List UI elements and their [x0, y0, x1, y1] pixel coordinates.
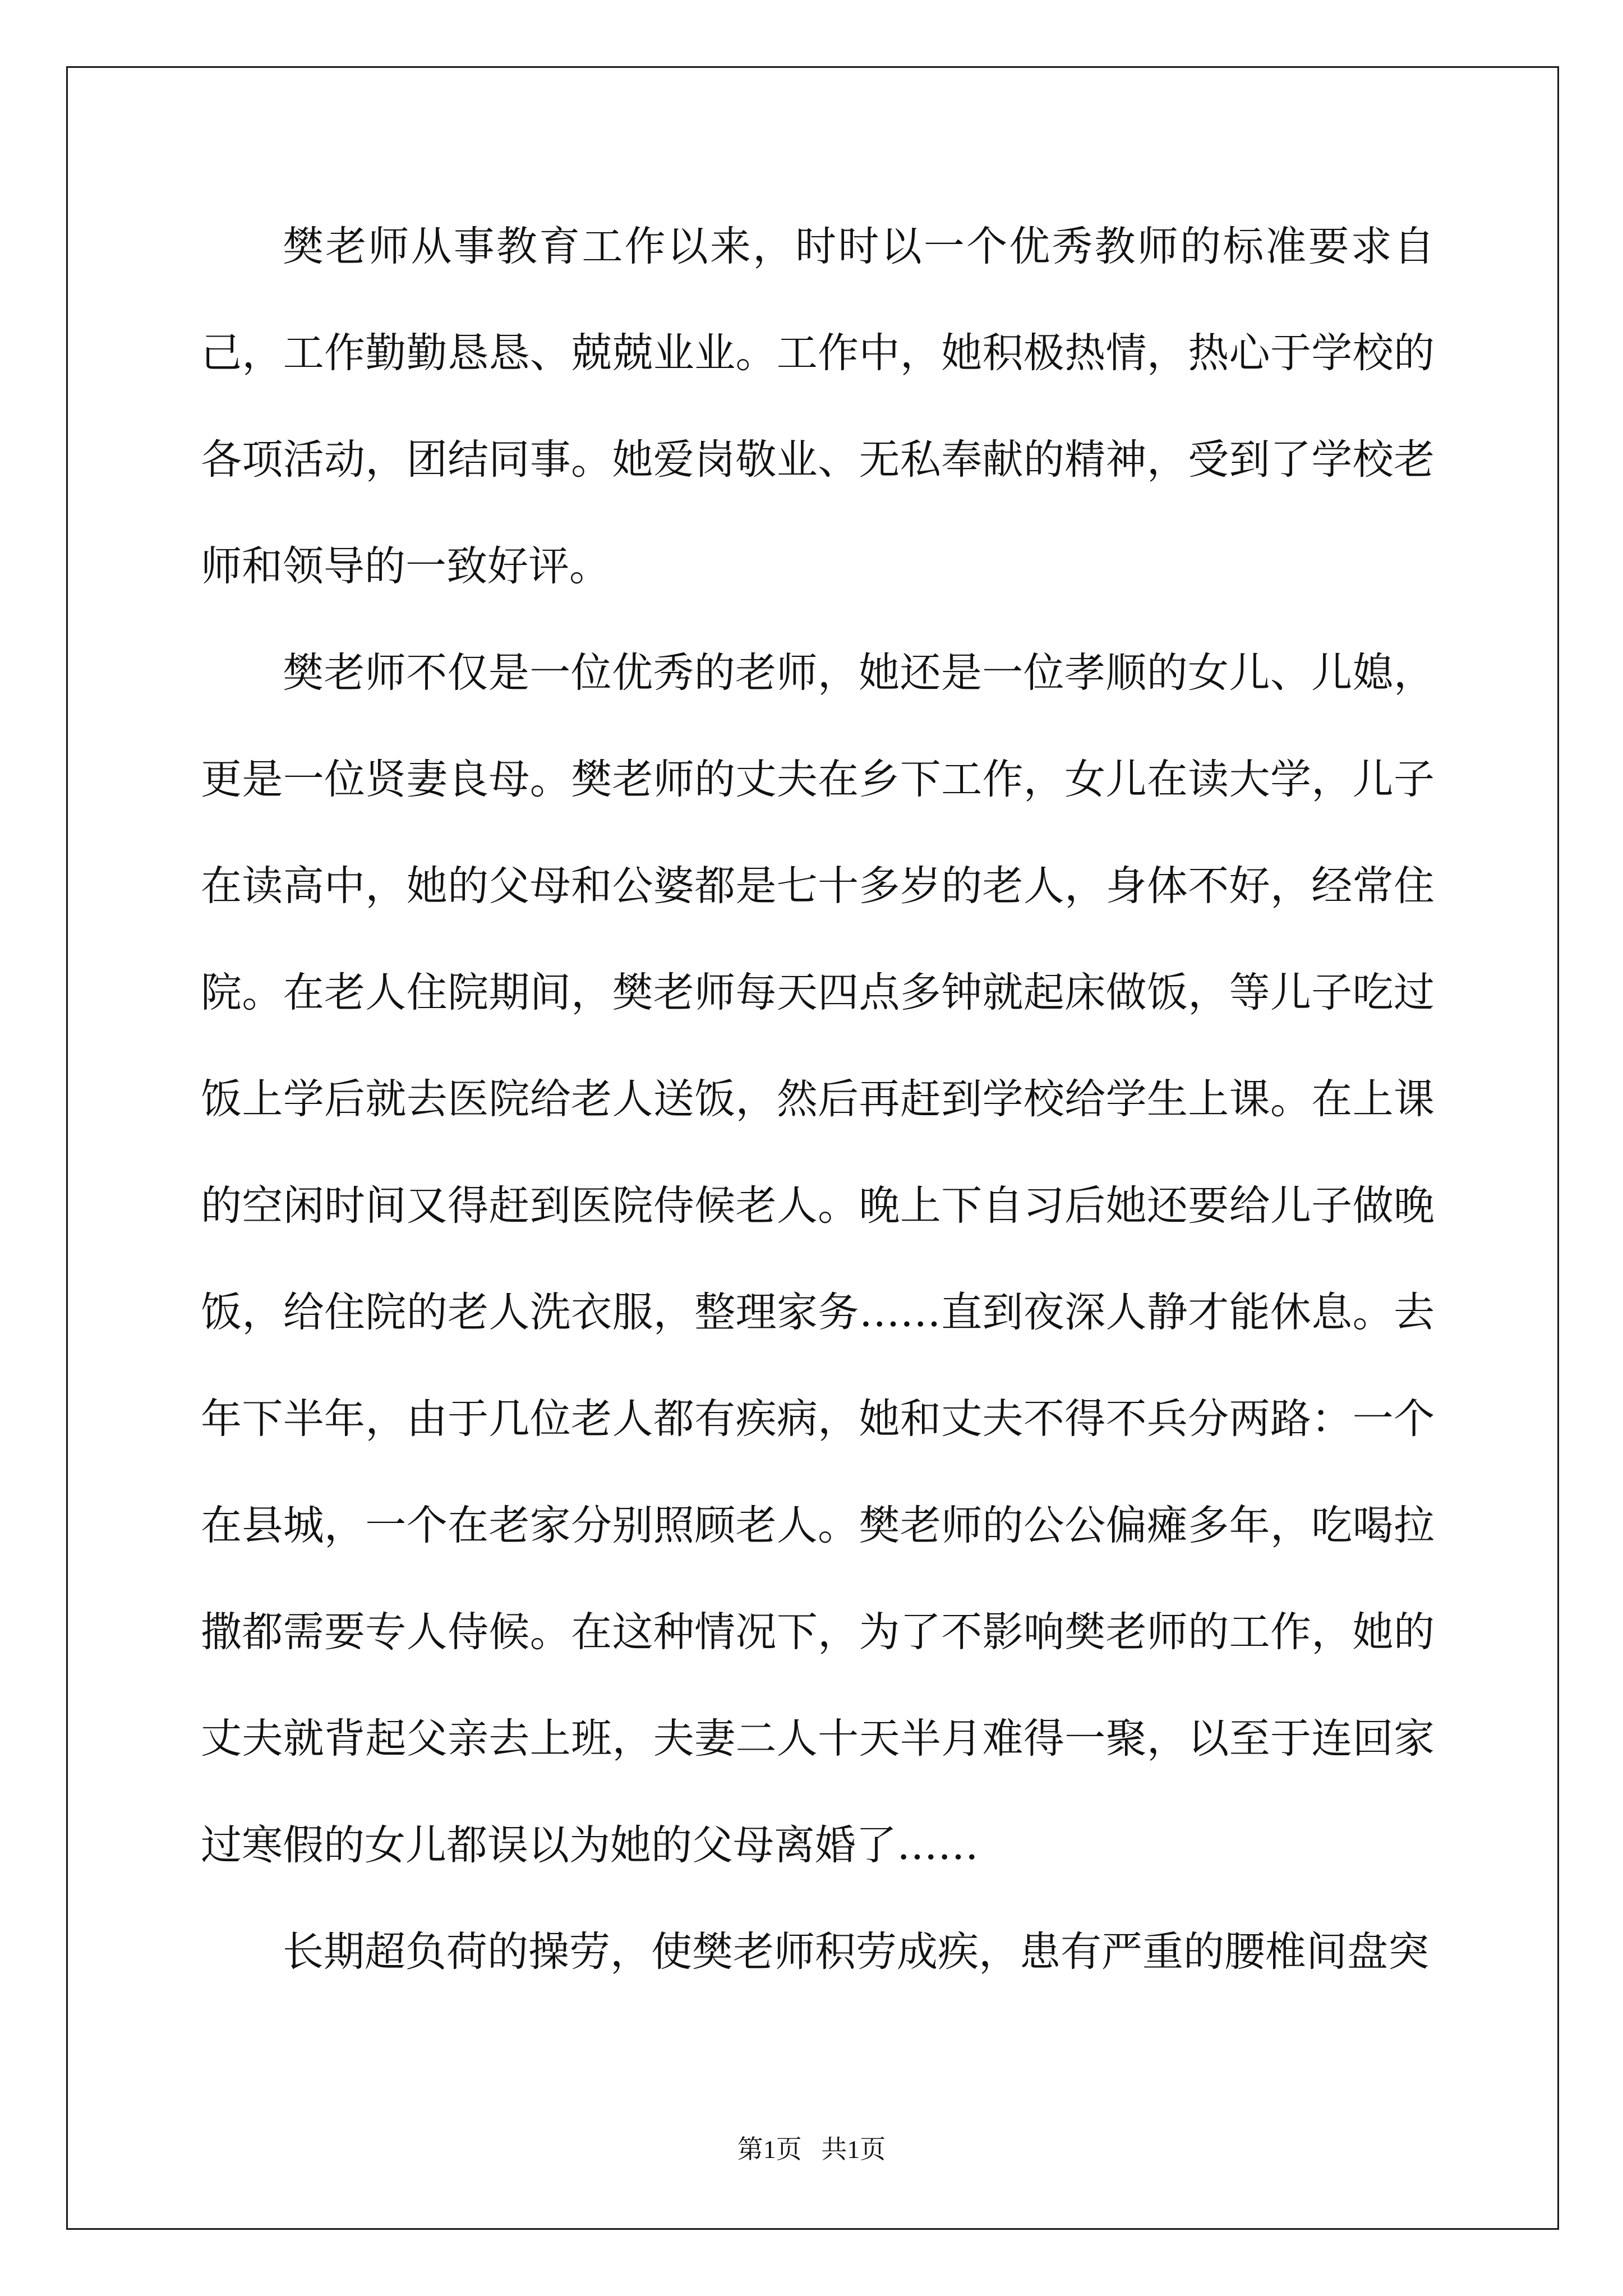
- page-number-footer: 第1页 共1页: [737, 2135, 886, 2164]
- paragraph-3: 长期超负荷的操劳，使樊老师积劳成疾，患有严重的腰椎间盘突: [283, 1928, 1429, 1976]
- document-body: [201, 194, 1435, 2005]
- paragraph-1: 樊老师从事教育工作以来，时时以一个优秀教师的标准要求自己，工作勤勤恳恳、兢兢业业。工作中，她积极热情，热心于学校的各项活动，团结同事。她爱岗敬业、无私奉献的精神，受到了学校老师和领导的一致好评。: [201, 223, 1435, 590]
- paragraph-2: 樊老师不仅是一位优秀的老师，她还是一位孝顺的女儿、儿媳，更是一位贤妻良母。樊老师的丈夫在乡下工作，女儿在读大学，儿子在读高中，她的父母和公婆都是七十多岁的老人，身体不好，经常住院。在老人住院期间，樊老师每天四点多钟就起床做饭，等儿子吃过饭上学后就去医院给老人送饭，然后再赶到学校给学生上课。在上课的空闲时间又得赶到医院侍候老人。晚上下自习后她还要给儿子做晚饭，给住院的老人洗衣服，整理家务……直到夜深人静才能休息。去年下半年，由于几位老人都有疾病，她和丈夫不得不兵分两路：一个在县城，一个在老家分别照顾老人。樊老师的公公偏瘫多年，吃喝拉撒都需要专人侍候。在这种情况下，为了不影响樊老师的工作，她的丈夫就背起父亲去上班，夫妻二人十天半月难得一聚，以至于连回家过寒假的女儿都误以为她的父母离婚了……: [201, 649, 1435, 1869]
